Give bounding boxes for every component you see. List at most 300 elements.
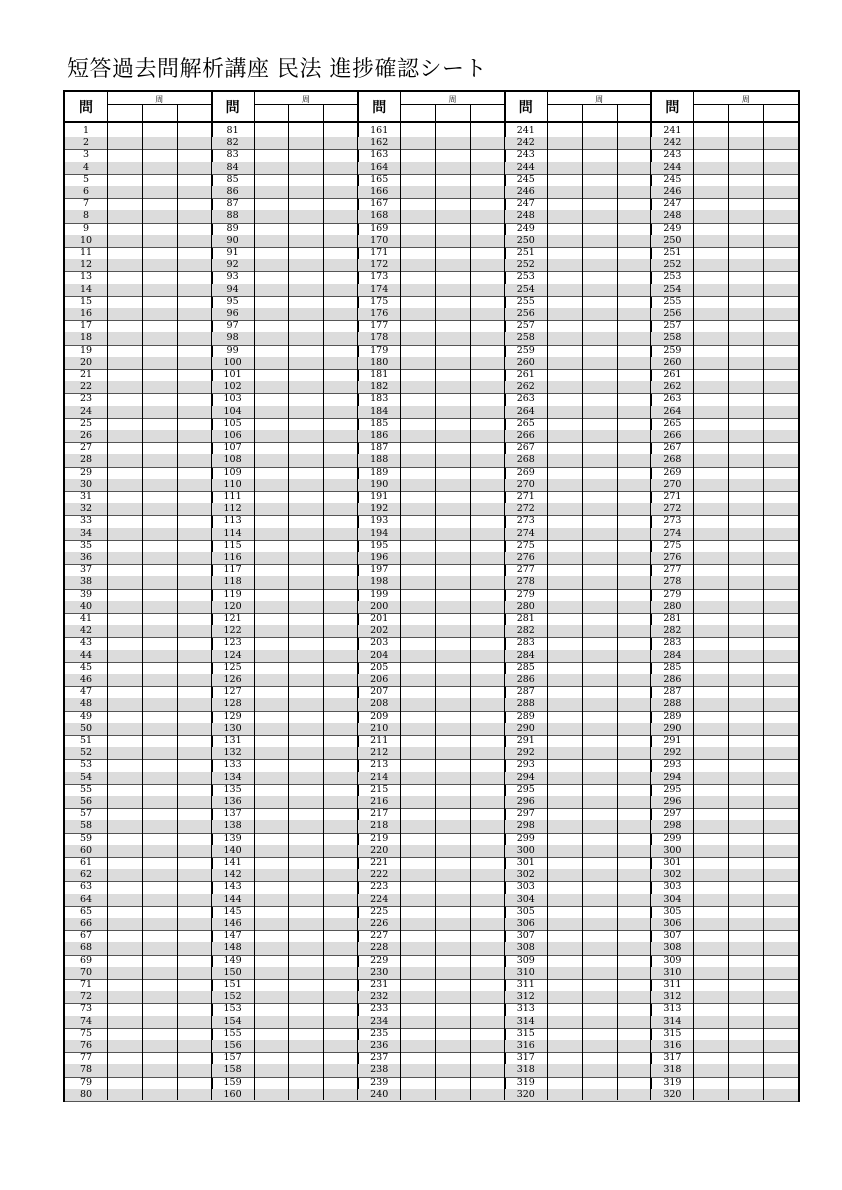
- progress-check-cell[interactable]: [323, 759, 358, 771]
- progress-check-cell[interactable]: [547, 589, 582, 601]
- progress-check-cell[interactable]: [177, 1028, 212, 1040]
- progress-check-cell[interactable]: [288, 454, 323, 466]
- progress-check-cell[interactable]: [470, 247, 505, 259]
- progress-check-cell[interactable]: [763, 320, 798, 332]
- progress-check-cell[interactable]: [547, 686, 582, 698]
- progress-check-cell[interactable]: [435, 235, 470, 247]
- progress-check-cell[interactable]: [582, 723, 617, 735]
- progress-check-cell[interactable]: [177, 247, 212, 259]
- progress-check-cell[interactable]: [435, 210, 470, 222]
- progress-check-cell[interactable]: [547, 162, 582, 174]
- progress-check-cell[interactable]: [288, 284, 323, 296]
- progress-check-cell[interactable]: [400, 223, 435, 235]
- progress-check-cell[interactable]: [400, 162, 435, 174]
- progress-check-cell[interactable]: [107, 564, 142, 576]
- progress-check-cell[interactable]: [323, 601, 358, 613]
- progress-check-cell[interactable]: [288, 820, 323, 832]
- progress-check-cell[interactable]: [435, 808, 470, 820]
- progress-check-cell[interactable]: [582, 796, 617, 808]
- progress-check-cell[interactable]: [323, 857, 358, 869]
- progress-check-cell[interactable]: [323, 625, 358, 637]
- progress-check-cell[interactable]: [400, 467, 435, 479]
- progress-check-cell[interactable]: [107, 125, 142, 137]
- progress-check-cell[interactable]: [177, 393, 212, 405]
- progress-check-cell[interactable]: [254, 1003, 289, 1015]
- progress-check-cell[interactable]: [177, 515, 212, 527]
- progress-check-cell[interactable]: [547, 991, 582, 1003]
- progress-check-cell[interactable]: [617, 540, 652, 552]
- progress-check-cell[interactable]: [288, 723, 323, 735]
- progress-check-cell[interactable]: [470, 515, 505, 527]
- progress-check-cell[interactable]: [582, 772, 617, 784]
- progress-check-cell[interactable]: [107, 1064, 142, 1076]
- progress-check-cell[interactable]: [254, 308, 289, 320]
- progress-check-cell[interactable]: [693, 784, 728, 796]
- progress-check-cell[interactable]: [435, 552, 470, 564]
- progress-check-cell[interactable]: [435, 942, 470, 954]
- progress-check-cell[interactable]: [142, 210, 177, 222]
- progress-check-cell[interactable]: [470, 418, 505, 430]
- progress-check-cell[interactable]: [177, 308, 212, 320]
- progress-check-cell[interactable]: [323, 515, 358, 527]
- progress-check-cell[interactable]: [582, 271, 617, 283]
- progress-check-cell[interactable]: [107, 869, 142, 881]
- progress-check-cell[interactable]: [107, 528, 142, 540]
- progress-check-cell[interactable]: [693, 1077, 728, 1089]
- progress-check-cell[interactable]: [254, 357, 289, 369]
- progress-check-cell[interactable]: [107, 662, 142, 674]
- progress-check-cell[interactable]: [323, 1089, 358, 1101]
- progress-check-cell[interactable]: [177, 869, 212, 881]
- progress-check-cell[interactable]: [763, 613, 798, 625]
- progress-check-cell[interactable]: [142, 796, 177, 808]
- progress-check-cell[interactable]: [254, 930, 289, 942]
- progress-check-cell[interactable]: [470, 271, 505, 283]
- progress-check-cell[interactable]: [763, 772, 798, 784]
- progress-check-cell[interactable]: [142, 515, 177, 527]
- progress-check-cell[interactable]: [107, 833, 142, 845]
- progress-check-cell[interactable]: [617, 345, 652, 357]
- progress-check-cell[interactable]: [693, 162, 728, 174]
- progress-check-cell[interactable]: [763, 186, 798, 198]
- progress-check-cell[interactable]: [547, 186, 582, 198]
- progress-check-cell[interactable]: [177, 528, 212, 540]
- progress-check-cell[interactable]: [763, 540, 798, 552]
- progress-check-cell[interactable]: [617, 650, 652, 662]
- progress-check-cell[interactable]: [254, 284, 289, 296]
- progress-check-cell[interactable]: [547, 1089, 582, 1101]
- progress-check-cell[interactable]: [547, 662, 582, 674]
- progress-check-cell[interactable]: [400, 454, 435, 466]
- progress-check-cell[interactable]: [142, 576, 177, 588]
- progress-check-cell[interactable]: [107, 247, 142, 259]
- progress-check-cell[interactable]: [728, 1028, 763, 1040]
- progress-check-cell[interactable]: [142, 711, 177, 723]
- progress-check-cell[interactable]: [323, 686, 358, 698]
- progress-check-cell[interactable]: [142, 430, 177, 442]
- progress-check-cell[interactable]: [470, 942, 505, 954]
- progress-check-cell[interactable]: [582, 149, 617, 161]
- progress-check-cell[interactable]: [617, 613, 652, 625]
- progress-check-cell[interactable]: [728, 942, 763, 954]
- progress-check-cell[interactable]: [400, 259, 435, 271]
- progress-check-cell[interactable]: [435, 869, 470, 881]
- progress-check-cell[interactable]: [400, 747, 435, 759]
- progress-check-cell[interactable]: [288, 491, 323, 503]
- progress-check-cell[interactable]: [470, 345, 505, 357]
- progress-check-cell[interactable]: [142, 357, 177, 369]
- progress-check-cell[interactable]: [763, 991, 798, 1003]
- progress-check-cell[interactable]: [547, 650, 582, 662]
- progress-check-cell[interactable]: [763, 820, 798, 832]
- progress-check-cell[interactable]: [547, 406, 582, 418]
- progress-check-cell[interactable]: [107, 418, 142, 430]
- progress-check-cell[interactable]: [142, 125, 177, 137]
- progress-check-cell[interactable]: [470, 918, 505, 930]
- progress-check-cell[interactable]: [693, 369, 728, 381]
- progress-check-cell[interactable]: [435, 491, 470, 503]
- progress-check-cell[interactable]: [693, 833, 728, 845]
- progress-check-cell[interactable]: [323, 979, 358, 991]
- progress-check-cell[interactable]: [547, 454, 582, 466]
- progress-check-cell[interactable]: [435, 918, 470, 930]
- progress-check-cell[interactable]: [435, 149, 470, 161]
- progress-check-cell[interactable]: [617, 137, 652, 149]
- progress-check-cell[interactable]: [107, 1040, 142, 1052]
- progress-check-cell[interactable]: [728, 1016, 763, 1028]
- progress-check-cell[interactable]: [547, 149, 582, 161]
- progress-check-cell[interactable]: [288, 1089, 323, 1101]
- progress-check-cell[interactable]: [763, 454, 798, 466]
- progress-check-cell[interactable]: [693, 247, 728, 259]
- progress-check-cell[interactable]: [582, 869, 617, 881]
- progress-check-cell[interactable]: [142, 930, 177, 942]
- progress-check-cell[interactable]: [582, 430, 617, 442]
- progress-check-cell[interactable]: [582, 906, 617, 918]
- progress-check-cell[interactable]: [288, 320, 323, 332]
- progress-check-cell[interactable]: [617, 308, 652, 320]
- progress-check-cell[interactable]: [617, 491, 652, 503]
- progress-check-cell[interactable]: [107, 906, 142, 918]
- progress-check-cell[interactable]: [177, 162, 212, 174]
- progress-check-cell[interactable]: [693, 906, 728, 918]
- progress-check-cell[interactable]: [400, 881, 435, 893]
- progress-check-cell[interactable]: [323, 906, 358, 918]
- progress-check-cell[interactable]: [254, 210, 289, 222]
- progress-check-cell[interactable]: [547, 259, 582, 271]
- progress-check-cell[interactable]: [582, 320, 617, 332]
- progress-check-cell[interactable]: [435, 613, 470, 625]
- progress-check-cell[interactable]: [323, 296, 358, 308]
- progress-check-cell[interactable]: [107, 625, 142, 637]
- progress-check-cell[interactable]: [323, 833, 358, 845]
- progress-check-cell[interactable]: [142, 894, 177, 906]
- progress-check-cell[interactable]: [693, 711, 728, 723]
- progress-check-cell[interactable]: [400, 564, 435, 576]
- progress-check-cell[interactable]: [728, 845, 763, 857]
- progress-check-cell[interactable]: [177, 198, 212, 210]
- progress-check-cell[interactable]: [177, 711, 212, 723]
- progress-check-cell[interactable]: [254, 808, 289, 820]
- progress-check-cell[interactable]: [254, 991, 289, 1003]
- progress-check-cell[interactable]: [728, 162, 763, 174]
- progress-check-cell[interactable]: [288, 1016, 323, 1028]
- progress-check-cell[interactable]: [288, 1077, 323, 1089]
- progress-check-cell[interactable]: [254, 271, 289, 283]
- progress-check-cell[interactable]: [254, 149, 289, 161]
- progress-check-cell[interactable]: [107, 918, 142, 930]
- progress-check-cell[interactable]: [763, 1064, 798, 1076]
- progress-check-cell[interactable]: [582, 674, 617, 686]
- progress-check-cell[interactable]: [728, 369, 763, 381]
- progress-check-cell[interactable]: [470, 296, 505, 308]
- progress-check-cell[interactable]: [763, 784, 798, 796]
- progress-check-cell[interactable]: [177, 223, 212, 235]
- progress-check-cell[interactable]: [435, 467, 470, 479]
- progress-check-cell[interactable]: [254, 467, 289, 479]
- progress-check-cell[interactable]: [693, 979, 728, 991]
- progress-check-cell[interactable]: [693, 454, 728, 466]
- progress-check-cell[interactable]: [470, 162, 505, 174]
- progress-check-cell[interactable]: [582, 308, 617, 320]
- progress-check-cell[interactable]: [582, 247, 617, 259]
- progress-check-cell[interactable]: [142, 1028, 177, 1040]
- progress-check-cell[interactable]: [617, 564, 652, 576]
- progress-check-cell[interactable]: [470, 430, 505, 442]
- progress-check-cell[interactable]: [288, 906, 323, 918]
- progress-check-cell[interactable]: [547, 869, 582, 881]
- progress-check-cell[interactable]: [142, 369, 177, 381]
- progress-check-cell[interactable]: [547, 759, 582, 771]
- progress-check-cell[interactable]: [288, 686, 323, 698]
- progress-check-cell[interactable]: [400, 735, 435, 747]
- progress-check-cell[interactable]: [323, 442, 358, 454]
- progress-check-cell[interactable]: [323, 1052, 358, 1064]
- progress-check-cell[interactable]: [435, 784, 470, 796]
- progress-check-cell[interactable]: [177, 613, 212, 625]
- progress-check-cell[interactable]: [582, 296, 617, 308]
- progress-check-cell[interactable]: [323, 271, 358, 283]
- progress-check-cell[interactable]: [254, 918, 289, 930]
- progress-check-cell[interactable]: [142, 406, 177, 418]
- progress-check-cell[interactable]: [582, 698, 617, 710]
- progress-check-cell[interactable]: [763, 271, 798, 283]
- progress-check-cell[interactable]: [288, 784, 323, 796]
- progress-check-cell[interactable]: [107, 857, 142, 869]
- progress-check-cell[interactable]: [142, 479, 177, 491]
- progress-check-cell[interactable]: [547, 723, 582, 735]
- progress-check-cell[interactable]: [107, 845, 142, 857]
- progress-check-cell[interactable]: [693, 1089, 728, 1101]
- progress-check-cell[interactable]: [547, 247, 582, 259]
- progress-check-cell[interactable]: [142, 1052, 177, 1064]
- progress-check-cell[interactable]: [470, 552, 505, 564]
- progress-check-cell[interactable]: [254, 576, 289, 588]
- progress-check-cell[interactable]: [107, 1052, 142, 1064]
- progress-check-cell[interactable]: [107, 406, 142, 418]
- progress-check-cell[interactable]: [763, 149, 798, 161]
- progress-check-cell[interactable]: [582, 784, 617, 796]
- progress-check-cell[interactable]: [323, 369, 358, 381]
- progress-check-cell[interactable]: [107, 320, 142, 332]
- progress-check-cell[interactable]: [728, 259, 763, 271]
- progress-check-cell[interactable]: [142, 467, 177, 479]
- progress-check-cell[interactable]: [693, 332, 728, 344]
- progress-check-cell[interactable]: [547, 369, 582, 381]
- progress-check-cell[interactable]: [470, 528, 505, 540]
- progress-check-cell[interactable]: [617, 906, 652, 918]
- progress-check-cell[interactable]: [254, 137, 289, 149]
- progress-check-cell[interactable]: [177, 381, 212, 393]
- progress-check-cell[interactable]: [435, 711, 470, 723]
- progress-check-cell[interactable]: [177, 454, 212, 466]
- progress-check-cell[interactable]: [547, 674, 582, 686]
- progress-check-cell[interactable]: [254, 613, 289, 625]
- progress-check-cell[interactable]: [254, 857, 289, 869]
- progress-check-cell[interactable]: [617, 271, 652, 283]
- progress-check-cell[interactable]: [142, 662, 177, 674]
- progress-check-cell[interactable]: [470, 479, 505, 491]
- progress-check-cell[interactable]: [547, 833, 582, 845]
- progress-check-cell[interactable]: [470, 1040, 505, 1052]
- progress-check-cell[interactable]: [582, 833, 617, 845]
- progress-check-cell[interactable]: [763, 869, 798, 881]
- progress-check-cell[interactable]: [547, 711, 582, 723]
- progress-check-cell[interactable]: [617, 881, 652, 893]
- progress-check-cell[interactable]: [400, 345, 435, 357]
- progress-check-cell[interactable]: [763, 284, 798, 296]
- progress-check-cell[interactable]: [617, 284, 652, 296]
- progress-check-cell[interactable]: [547, 637, 582, 649]
- progress-check-cell[interactable]: [323, 894, 358, 906]
- progress-check-cell[interactable]: [435, 247, 470, 259]
- progress-check-cell[interactable]: [470, 210, 505, 222]
- progress-check-cell[interactable]: [763, 296, 798, 308]
- progress-check-cell[interactable]: [470, 784, 505, 796]
- progress-check-cell[interactable]: [547, 198, 582, 210]
- progress-check-cell[interactable]: [547, 784, 582, 796]
- progress-check-cell[interactable]: [254, 430, 289, 442]
- progress-check-cell[interactable]: [254, 796, 289, 808]
- progress-check-cell[interactable]: [763, 881, 798, 893]
- progress-check-cell[interactable]: [142, 296, 177, 308]
- progress-check-cell[interactable]: [142, 552, 177, 564]
- progress-check-cell[interactable]: [728, 381, 763, 393]
- progress-check-cell[interactable]: [177, 576, 212, 588]
- progress-check-cell[interactable]: [582, 284, 617, 296]
- progress-check-cell[interactable]: [288, 296, 323, 308]
- progress-check-cell[interactable]: [177, 991, 212, 1003]
- progress-check-cell[interactable]: [470, 308, 505, 320]
- progress-check-cell[interactable]: [470, 369, 505, 381]
- progress-check-cell[interactable]: [547, 747, 582, 759]
- progress-check-cell[interactable]: [582, 442, 617, 454]
- progress-check-cell[interactable]: [547, 967, 582, 979]
- progress-check-cell[interactable]: [288, 1064, 323, 1076]
- progress-check-cell[interactable]: [107, 137, 142, 149]
- progress-check-cell[interactable]: [254, 967, 289, 979]
- progress-check-cell[interactable]: [107, 503, 142, 515]
- progress-check-cell[interactable]: [323, 808, 358, 820]
- progress-check-cell[interactable]: [435, 442, 470, 454]
- progress-check-cell[interactable]: [288, 137, 323, 149]
- progress-check-cell[interactable]: [400, 894, 435, 906]
- progress-check-cell[interactable]: [763, 564, 798, 576]
- progress-check-cell[interactable]: [400, 296, 435, 308]
- progress-check-cell[interactable]: [693, 357, 728, 369]
- progress-check-cell[interactable]: [547, 979, 582, 991]
- progress-check-cell[interactable]: [728, 308, 763, 320]
- progress-check-cell[interactable]: [435, 967, 470, 979]
- progress-check-cell[interactable]: [107, 613, 142, 625]
- progress-check-cell[interactable]: [254, 491, 289, 503]
- progress-check-cell[interactable]: [107, 552, 142, 564]
- progress-check-cell[interactable]: [547, 503, 582, 515]
- progress-check-cell[interactable]: [547, 918, 582, 930]
- progress-check-cell[interactable]: [142, 1077, 177, 1089]
- progress-check-cell[interactable]: [582, 540, 617, 552]
- progress-check-cell[interactable]: [323, 149, 358, 161]
- progress-check-cell[interactable]: [435, 991, 470, 1003]
- progress-check-cell[interactable]: [470, 637, 505, 649]
- progress-check-cell[interactable]: [728, 881, 763, 893]
- progress-check-cell[interactable]: [582, 198, 617, 210]
- progress-check-cell[interactable]: [288, 1028, 323, 1040]
- progress-check-cell[interactable]: [323, 198, 358, 210]
- progress-check-cell[interactable]: [107, 967, 142, 979]
- progress-check-cell[interactable]: [435, 723, 470, 735]
- progress-check-cell[interactable]: [107, 601, 142, 613]
- progress-check-cell[interactable]: [400, 247, 435, 259]
- progress-check-cell[interactable]: [177, 918, 212, 930]
- progress-check-cell[interactable]: [323, 284, 358, 296]
- progress-check-cell[interactable]: [693, 284, 728, 296]
- progress-check-cell[interactable]: [728, 540, 763, 552]
- progress-check-cell[interactable]: [142, 1064, 177, 1076]
- progress-check-cell[interactable]: [435, 845, 470, 857]
- progress-check-cell[interactable]: [142, 491, 177, 503]
- progress-check-cell[interactable]: [763, 357, 798, 369]
- progress-check-cell[interactable]: [582, 601, 617, 613]
- progress-check-cell[interactable]: [288, 271, 323, 283]
- progress-check-cell[interactable]: [288, 881, 323, 893]
- progress-check-cell[interactable]: [617, 503, 652, 515]
- progress-check-cell[interactable]: [763, 503, 798, 515]
- progress-check-cell[interactable]: [582, 1077, 617, 1089]
- progress-check-cell[interactable]: [693, 528, 728, 540]
- progress-check-cell[interactable]: [177, 662, 212, 674]
- progress-check-cell[interactable]: [728, 711, 763, 723]
- progress-check-cell[interactable]: [142, 1089, 177, 1101]
- progress-check-cell[interactable]: [693, 1040, 728, 1052]
- progress-check-cell[interactable]: [254, 381, 289, 393]
- progress-check-cell[interactable]: [763, 723, 798, 735]
- progress-check-cell[interactable]: [400, 320, 435, 332]
- progress-check-cell[interactable]: [435, 955, 470, 967]
- progress-check-cell[interactable]: [763, 491, 798, 503]
- progress-check-cell[interactable]: [177, 479, 212, 491]
- progress-check-cell[interactable]: [617, 747, 652, 759]
- progress-check-cell[interactable]: [323, 540, 358, 552]
- progress-check-cell[interactable]: [763, 674, 798, 686]
- progress-check-cell[interactable]: [107, 540, 142, 552]
- progress-check-cell[interactable]: [435, 857, 470, 869]
- progress-check-cell[interactable]: [470, 284, 505, 296]
- progress-check-cell[interactable]: [763, 845, 798, 857]
- progress-check-cell[interactable]: [763, 1077, 798, 1089]
- progress-check-cell[interactable]: [288, 869, 323, 881]
- progress-check-cell[interactable]: [142, 564, 177, 576]
